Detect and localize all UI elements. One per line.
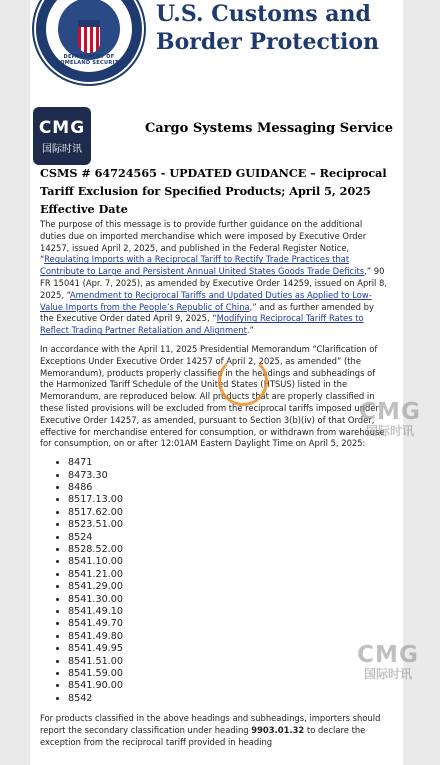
seal-text: DEPARTMENT OF HOMELAND SECURITY [55,54,123,66]
agency-title-line2: Border Protection [156,29,380,55]
hts-code-item: • 8524 [68,532,390,544]
document-page [30,0,421,765]
hts-code-item: • 8541.21.00 [68,569,390,581]
cmg-watermark-lower: CMG 国际时讯 [357,642,419,681]
hts-code-item: • 8542 [68,693,390,705]
secondary-classification-paragraph: For products classified in the above headings and subheadings, importers should report the secondary classification under heading 9903.01.32 to declare the exception from the reciprocal tariff provided in heading [40,713,381,747]
cmg-watermark: CMG 国际时讯 [359,399,421,438]
hts-code-item: • 8486 [68,482,390,494]
heading-number: 9903.01.32 [251,725,305,736]
hts-code-item: • 8541.29.00 [68,581,390,593]
hts-code-item: • 8541.10.00 [68,556,390,568]
loading-spinner-icon [218,356,268,406]
cmg-logo-subtext: 国际时讯 [42,144,82,155]
fr-notice-link[interactable]: Regulating Imports with a Reciprocal Tariff to Rectify Trade Practices that Contribute to Large and Persistent Annual United States Goods Trade Deficits [40,254,365,277]
hts-code-item: • 8528.52.00 [68,544,390,556]
purpose-paragraph: The purpose of this message is to provide further guidance on the additional duties due on imported merchandise which were imposed by Executive Order 14257, issued April 2, 2025, and published in the Federal Register Notice, “Regulating Imports with a Reciprocal Tariff to Rectify Trade Practices that Contribute to Large and Persistent Annual United States Goods Trade Deficits,” 90 FR 15041 (Apr. 7, 2025), as amended by Executive Order 14259, issued on April 8, 2025, “Amendment to Reciprocal Tariffs and Updated Duties as Applied to Low-Value Imports from the People’s Republic of China,” and as further amended by the Executive Order dated April 9, 2025, “Modifying Reciprocal Tariff Rates to Reflect Trading Partner Retaliation and Alignment.” [40,219,388,336]
hts-code-item: • 8471 [68,457,390,469]
service-title: Cargo Systems Messaging Service [144,121,393,136]
hts-code-item: • 8541.49.80 [68,631,390,643]
message-headline: CSMS # 64724565 - UPDATED GUIDANCE – Reciprocal Tariff Exclusion for Specified Products; April 5, 2025 Effective Date [40,166,387,216]
cmg-channel-logo [33,107,91,165]
hts-code-item: • 8541.49.10 [68,606,390,618]
hts-code-item: • 8541.30.00 [68,594,390,606]
hts-code-item: • 8473.30 [68,470,390,482]
agency-title [156,0,406,56]
cbp-seal-logo [34,0,144,84]
eo-april9-link[interactable]: Modifying Reciprocal Tariff Rates to Reflect Trading Partner Retaliation and Alignment [40,313,364,336]
hts-code-item: • 8541.59.00 [68,668,390,680]
hts-code-item: • 8541.49.70 [68,618,390,630]
hts-code-item: • 8517.62.00 [68,507,390,519]
agency-title-line1: U.S. Customs and [156,1,371,27]
hts-code-item: • 8541.51.00 [68,656,390,668]
hts-code-item: • 8523.51.00 [68,519,390,531]
shield-icon [78,20,100,53]
cmg-logo-text: CMG [38,118,86,138]
hts-code-item: • 8517.13.00 [68,494,390,506]
hts-code-item: • 8541.49.95 [68,643,390,655]
hts-code-item: • 8541.90.00 [68,680,390,692]
memorandum-paragraph: In accordance with the April 11, 2025 Presidential Memorandum “Clarification of Exceptions Under Executive Order 14257 of April 2, 2025, as amended” (the Memorandum), products properly classified in the headings and subheadings of the Harmonized Tariff Schedule of the United States (HTSUS) listed in the Memorandum, are reproduced below. All products that are properly classified in these listed provisions will be excluded from the reciprocal tariffs imposed under Executive Order 14257, as amended, pursuant to Section 3(b)(iv) of that Order, effective for merchandise entered for consumption, or withdrawn from warehouse for consumption, on or after 12:01AM Eastern Daylight Time on April 5, 2025: [40,343,385,449]
eo-14259-link[interactable]: Amendment to Reciprocal Tariffs and Updated Duties as Applied to Low-Value Imports from the People’s Republic of China [40,289,372,312]
